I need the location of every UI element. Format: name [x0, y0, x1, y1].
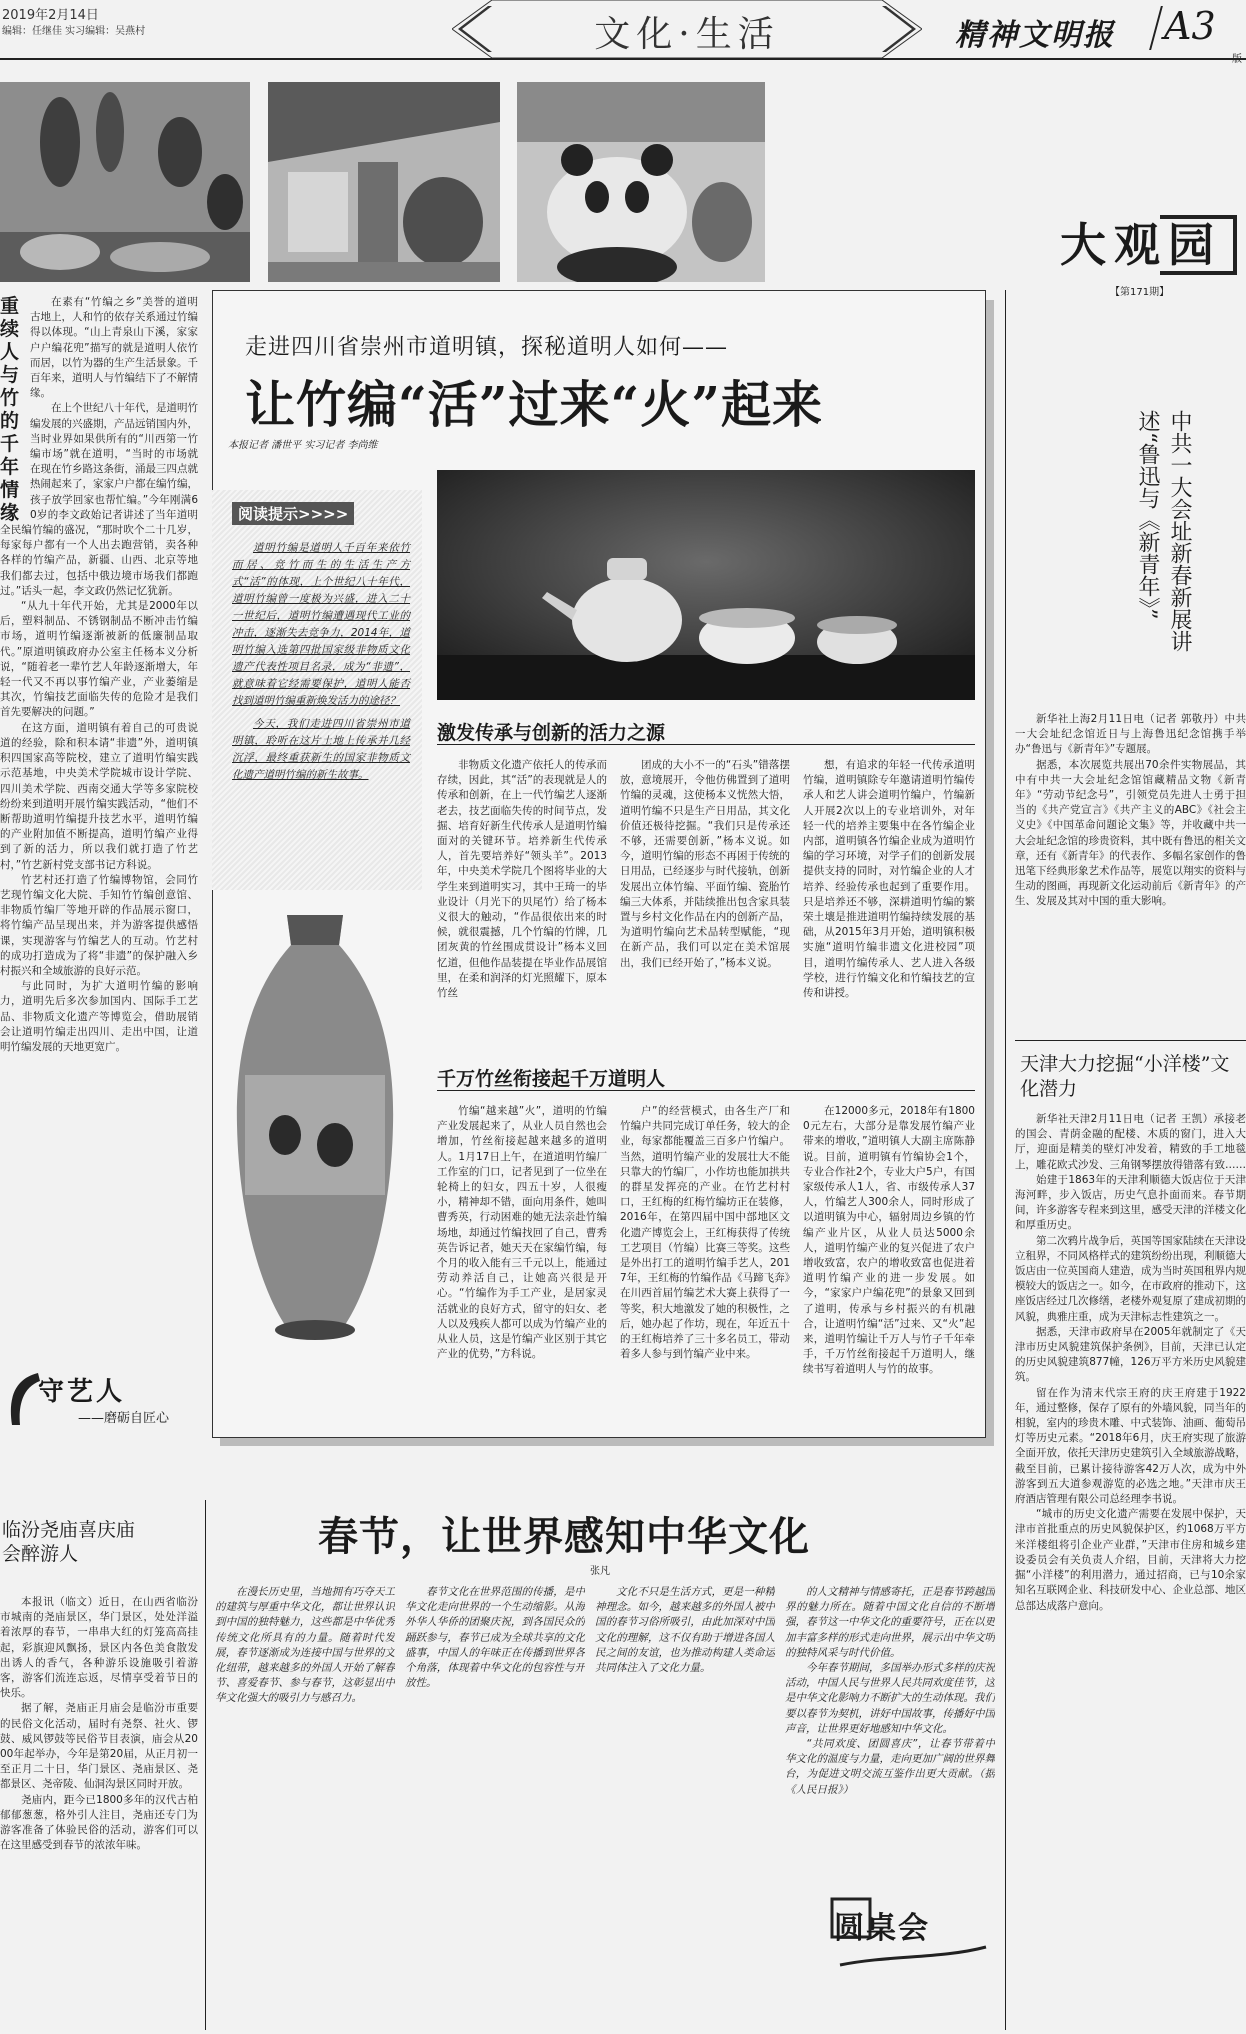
left-paragraph: 竹艺村还打造了竹编博物馆，会同竹艺现竹编文化大院、手知竹竹编创意馆、非物质竹编厂等地开辟的作品展示窗口，将竹编产品呈现出来，并为游客提供感悟课，实现游客与竹编艺人的互动。竹艺村的成功打造成为了将“非遗”的保护融入乡村振兴和全域旅游的良好示范。	[0, 873, 198, 977]
stamp-big-text: 守艺人	[38, 1377, 126, 1407]
yuanzhuohui-text: 圆桌会	[834, 1911, 930, 1946]
left-article-body	[0, 295, 198, 1340]
section-title: 文化·生活	[594, 14, 780, 55]
right-article-2-body	[1015, 1112, 1246, 2022]
sub1-col-1: 非物质文化遗产依托人的传承而存续，因此，其“活”的表现就是人的传承和创新，在上一代竹编艺人逐渐老去，技艺面临失传的时间节点，发掘、培育好新生代传承人是道明竹编面对的关键环节。培养新生代传承人，首先要培养好“领头羊”。2013年，中央美术学院几个图将毕业的大学生来到道明实习，其中王琦一的毕业设计（月光下的贝尾竹）给了杨本义很大的触动，“作品很依出来的时候，就很震撼，几个竹编的竹牌，几团灰黄的竹丝围成贯设计”杨本义回忆道，但他作品装提在毕业作品展馆里，在柔和润泽的灯光照耀下，原本竹丝	[437, 759, 607, 1000]
bottom-left-paragraph: 尧庙内，距今已1800多年的汉代古柏郁郁葱葱，格外引人注目，尧庙还专门为游客准备了体验民俗的活动，游客们可以在这里感受到春节的浓浓年味。	[0, 1793, 198, 1852]
right-a2-paragraph: 始建于1863年的天津利顺德大饭店位于天津海河畔，步入饭店，历史气息扑面而来。春节期间，许多游客专程来到这里，感受天津的洋楼文化和厚重历史。	[1015, 1173, 1246, 1232]
bottom-left-body	[0, 1595, 198, 2030]
left-paragraph: 在上个世纪八十年代，是道明竹编发展的兴盛期，产品远销国内外，当时业界如果供所有的“川西第一竹编市场”就在道明，“当时的市场就在现在竹乡路这条街，涌最三四点就热闹起来了，家家户户都在编竹编，孩子放学回家也帮忙编。”今年刚满60岁的李文政始记者讲述了当年道明全民编竹编的盛况，“那时吹个二十几岁，每家每户都有一个人出去跑营销，卖各种各样的竹编产品，新疆、山西、北京等地我们都去过，包括中俄边境市场我们都跑过。”话头一起，李文政仍然记忆犹新。	[0, 402, 198, 597]
bottom-main-col-2: 春节文化在世界范围的传播，是中华文化走向世界的一个生动缩影。从海外华人华侨的团聚庆祝，到各国民众的踊跃参与，春节已成为全球共享的文化盛事，中国人的年味正在传播到世界各个角落，体现着中华文化的包容性与开放性。	[405, 1586, 585, 1690]
bottom-left-paragraph: 据了解，尧庙正月庙会是临汾市重要的民俗文化活动，届时有尧祭、社火、锣鼓、威风锣鼓等民俗节目表演，庙会从2000年起举办，今年是第20届，从正月初一至正月二十日，华门景区、尧庙景区、尧都景区、尧帝陵、仙洞沟景区同时开放。	[0, 1702, 198, 1791]
sub2-col-1: 竹编“越来越”火”，道明的竹编产业发展起来了，从业人员自然也会增加，竹丝衔接起越来越多的道明人。1月17日上午，在道道明竹编厂工作室的门口，记者见到了一位坐在轮椅上的妇女，四五十岁，人很瘦小，精神却不错，面向用条件，她叫曹秀英，行动困难的她无法亲赴竹编场地，却通过竹编找回了自己，曹秀英告诉记者，她天天在家编竹编，每个月的收入能有三千元以上，能通过劳动养活自己，让她高兴很是开心。“竹编作为手工产业，是居家灵活就业的良好方式，留守的妇女、老人以及残疾人都可以成为竹编产业的从业人员，这是竹编产业区别于其它产业的优势，”方科说。	[437, 1105, 607, 1361]
left-paragraph: 在这方面，道明镇有着自己的可贵说道的经验，除和积本请“非遗”外，道明镇积四国家高等院校，建立了道明竹编实践示范基地，中央美术学院城市设计学院、四川美术学院、西南交通大学等多家院校纷纷来到道明开展竹编实践活动，“他们不断帮助道明竹编提升技艺水平，道明竹编的产业附加值不断提高，道明竹编产业得到了新的活力，所以我们就打造了竹艺村，”竹艺新村党支部书记方科说。	[0, 721, 198, 871]
photo-bamboo-hall	[268, 82, 500, 282]
sub2-col-2: 户”的经营模式，由各生产厂和竹编户共同完成订单任务，较大的企业，每家都能覆盖三百多户竹编户。当然，道明竹编产业的发展壮大不能只靠大的竹编厂，小作坊也能加拱共的群星发挥亮的产业。在竹艺村村口，王红梅的红梅竹编坊正在装修，2016年，在第四届中国中部地区文化遗产博览会上，王红梅获得了传统工艺项目（竹编）比赛三等奖。这些是外出打工的道明竹编手艺人，2017年，王红梅的竹编作品《马蹄飞奔》在川西首届竹编艺术大赛上获得了一等奖，积大地激发了她的积极性，之后，她办起了作坊，现在，年近五十的王红梅培养了三十多名员工，带动着多人参与到竹编产业中来。	[620, 1105, 790, 1361]
stamp-small-text: ——磨砺自匠心	[78, 1411, 170, 1426]
reading-tip-paragraph: 今天，我们走进四川省崇州市道明镇，聆听在这片土地上传承并几经沉浮，最终重获新生的国家非物质文化遗产道明竹编的新生故事。	[232, 718, 410, 781]
reading-tip-title: 阅读提示>>>>	[232, 502, 354, 525]
left-paragraph: “从九十年代开始，尤其是2000年以后，塑料制品、不锈钢制品不断冲击竹编市场，道明竹编逐渐被新的低廉制品取代。”原道明镇政府办公室主任杨本义分析说，“随着老一辈竹艺人年龄逐渐增大，年轻一代又不再以事竹编产业，产业萎缩是其次，竹编技艺面临失传的危险才是我们首先要解决的问题。”	[0, 600, 198, 719]
bottom-main-headline: 春节，让世界感知中华文化	[318, 1513, 810, 1560]
header-date: 2019年2月14日	[2, 8, 99, 23]
bottom-main-col-1: 在漫长历史里，当地拥有巧夺天工的建筑与厚重中华文化，都让世界认识到中国的独特魅力，这些都是中华优秀传统文化所具有的力量。随着时代发展，春节逐渐成为连接中国与世界的文化纽带，越来越多的外国人开始了解春节、喜爱春节、参与春节，这彰显出中华文化强大的吸引力与感召力。	[215, 1586, 395, 1705]
bottom-main-paragraph: 的人文精神与情感寄托，正是春节跨越国界的魅力所在。随着中国文化自信的不断增强，春节这一中华文化的重要符号，正在以更加丰富多样的形式走向世界，展示出中华文明的独特风采与时代价值。	[785, 1586, 995, 1659]
bottom-main-paragraph: “共同欢度、团圆喜庆”，让春节带着中华文化的温度与力量，走向更加广阔的世界舞台，为促进文明交流互鉴作出更大贡献。（据《人民日报》）	[785, 1738, 995, 1796]
subheading-connection-rule	[437, 1090, 975, 1091]
main-article-box-shadow-bottom	[220, 1438, 994, 1446]
right-a2-paragraph: 第二次鸦片战争后，英国等国家陆续在天津设立租界，不同风格样式的建筑纷纷出现，利顺德大饭店由一位英国商人建造，成为当时英国租界内规模较大的饭店之一。如今，在市政府的推动下，这座饭店经过几次修缮，老楼外观复原了建成初期的风貌，典雅庄重，成为天津标志性建筑之一。	[1015, 1234, 1246, 1323]
subheading-innovation-rule	[437, 744, 975, 745]
bottom-left-rule	[205, 1500, 206, 2030]
page-number-divider	[1149, 6, 1163, 50]
daguanyuan-issue: 【第171期】	[1110, 287, 1170, 298]
right-a2-paragraph: 留在作为清末代宗王府的庆王府建于1922年，通过整修，保存了原有的外墙风貌，同当年的相貌，室内的珍贵木雕、中式装饰、油画、葡萄吊灯等历史元素。“2018年6月，庆王府实现了旅游全面开放，依托天津历史建筑引入全域旅游战略，截至目前，已累计接待游客42万人次，成为中外游客到五大道参观游览的必选之地。”天津市庆王府酒店管理有限公司总经理李书说。	[1015, 1386, 1246, 1506]
main-article-box-shadow	[986, 300, 994, 1446]
right-a2-paragraph: “城市的历史文化遗产需要在发展中保护，天津市首批重点的历史风貌保护区，约1068万平方米洋楼组将引企业产业群，”天津市住房和城乡建设委员会有关负责人介绍，目前，天津将大力挖掘“小洋楼”的利用潜力，通过招商，已与10余家知名互联网企业、科技研发中心、企业总部、地区总部达成落户意向。	[1015, 1508, 1246, 1612]
bottom-main-col-3: 文化不只是生活方式，更是一种精神理念。如今，越来越多的外国人被中国的春节习俗所吸引，由此加深对中国文化的理解，这不仅有助于增进各国人民之间的友谊，也为推动构建人类命运共同体注入了文化力量。	[595, 1586, 775, 1675]
bottom-left-paragraph: 本报讯（临文）近日，在山西省临汾市城南的尧庙景区，华门景区，处处洋溢着浓厚的春节，一串串大红的灯笼高高挂起，彩旗迎风飘扬，景区内各色美食散发出诱人的香气，各种游乐设施吸引着游客，游客们流连忘返，尽情享受着节日的快乐。	[0, 1596, 198, 1700]
photo-bamboo-vase	[225, 905, 405, 1355]
subheading-connection: 千万竹丝衔接起千万道明人	[437, 1068, 666, 1090]
bottom-main-author: 张凡	[590, 1566, 610, 1577]
right-a2-paragraph: 据悉，天津市政府早在2005年就制定了《天津市历史风貌建筑保护条例》，目前，天津已认定的历史风貌建筑877幢，126万平方米历史风貌建筑。	[1015, 1325, 1246, 1384]
right-divider	[1015, 1040, 1246, 1041]
main-headline: 让竹编“活”过来“火”起来	[245, 375, 824, 434]
header-section-banner	[452, 0, 922, 58]
right-column-rule	[1005, 290, 1006, 2030]
sub1-col-3: 想，有追求的年轻一代传承道明竹编，道明镇除专年邀请道明竹编传承人和艺人讲会道明竹编户，竹编新人开展2次以上的专业培训外，对年轻一代的培养主要集中在各竹编企业内部，道明镇各竹编企业成为道明竹编的学习环境，对学子们的创新发展提供支持的同时，对竹编企业的人才培养、经验传承也起到了重要作用。只是培养还不够，深耕道明竹编的繁荣土壤是推进道明竹编持续发展的基础，从2015年3月开始，道明镇积极实施“道明竹编非遗文化进校园”项目，道明竹编传承人、艺人进入各级学校，进行竹编文化和竹编技艺的宣传和讲授。	[803, 759, 975, 1000]
main-byline: 本报记者 潘世平 实习记者 李尚维	[228, 440, 378, 451]
right-a2-paragraph: 新华社天津2月11日电（记者 王凯）承接老的国会、青荫金融的配楼、木质的窗门，进入大厅，迎面是精美的壁灯冲发着，精致的手工地毯上，雕花欧式沙发、三角钢琴摆放得错落有致……	[1015, 1113, 1246, 1171]
right-a1-paragraph: 新华社上海2月11日电（记者 郭敬丹）中共一大会址纪念馆近日与上海鲁迅纪念馆携手举办“鲁迅与《新青年》”专题展。	[1015, 713, 1246, 756]
sub1-col-2: 团成的大小不一的“石头”错落摆放，意境展开，令他仿佛置到了道明竹编的灵魂，这使杨本义恍然大悟，道明竹编不只是生产日用品，其文化价值还极待挖掘。“我们只是传承还不够，还需要创新，”杨本义说。如今，道明竹编的形态不再困于传统的日用品，已经逐步与时代接轨，创新发展出立体竹编、平面竹编、瓷胎竹编三大体系，并陆续推出包含家具装置与乡村文化作品在内的创新产品，为道明竹编向艺术品转型赋能，“现在新产品，我们可以定在美术馆展出，我们已经开始了，”杨本义说。	[620, 759, 790, 969]
bottom-main-col-4	[785, 1585, 995, 1855]
left-paragraph: 与此同时，为扩大道明竹编的影响力，道明先后多次参加国内、国际手工艺品、非物质文化遗产等博览会，借助展销会让道明竹编走出四川、走出中国，让道明竹编发展的天地更宽广。	[0, 980, 198, 1053]
main-kicker: 走进四川省崇州市道明镇，探秘道明人如何——	[245, 335, 729, 360]
photo-porcelain-tea-set	[437, 470, 975, 700]
bottom-main-paragraph: 今年春节期间，多国举办形式多样的庆祝活动，中国人民与世界人民共同欢度佳节，这是中华文化影响力不断扩大的生动体现。我们要以春节为契机，讲好中国故事，传播好中国声音，让世界更好地感知中华文化。	[785, 1662, 995, 1735]
sub2-col-3: 在12000多元，2018年有18000元左右，大部分是靠发展竹编产业带来的增收，”道明镇人大副主席陈静说。目前，道明镇有竹编协会1个，专业合作社2个，专业大户5户，有国家级传承人1人，省、市级传承人37人，竹编艺人300余人，同时形成了以道明镇为中心，辐射周边乡镇的竹编产业片区，从业人员达5000余人，道明竹编产业的复兴促进了农户增收致富，农户的增收致富也促进着道明竹编产业的进一步发展。如今，“家家户户编花兜”的景象又回到了道明，传承与乡村振兴的有机融合，让道明竹编“活”过来、又“火”起来，道明竹编让千万人与竹子千年牵手，千万竹丝衔接起千万道明人，继续书写着道明人与竹的故事。	[803, 1105, 975, 1376]
daguanyuan-title-text: 大观园	[1060, 218, 1222, 272]
photo-bamboo-baskets	[0, 82, 250, 282]
bottom-left-title: 临汾尧庙喜庆庙会醉游人	[2, 1519, 136, 1565]
shouyiren-stamp	[0, 1365, 215, 1435]
right-a1-paragraph: 据悉，本次展览共展出70余件实物展品，其中有中共一大会址纪念馆馆藏精品文物《新青年》“劳动节纪念号”，引领党员先进人士勇于担当的《共产党宣言》《共产主义的ABC》《社会主义史》《中国革命问题论文集》等，并收藏中共一大会址纪念馆的珍贵资料，其中既有鲁迅的相关文章，还有《新青年》的代表作、多幅名家创作的鲁迅笔下经典形象艺术作品等，展览以翔实的资料与生动的图画，再现新文化运动前后《新青年》的产生、发展及其对中国的重大影响。	[1015, 758, 1246, 908]
left-paragraph: 在素有“竹编之乡”美誉的道明古地上，人和竹的依存关系通过竹编得以体现。“山上青泉山下溪，家家户户编花兜”描写的就是道明人依竹而居，以竹为器的生产生活景象。千百年来，道明人与竹编结下了不解情缘。	[30, 296, 198, 400]
header-editors: 编辑：任继佳 实习编辑：吴燕村	[2, 26, 146, 37]
left-headline: 重续人与竹的千年情缘	[0, 295, 20, 524]
newspaper-name: 精神文明报	[955, 18, 1115, 53]
yuanzhuohui-stamp	[830, 1895, 990, 1970]
header-rule	[0, 58, 1246, 60]
subheading-innovation: 激发传承与创新的活力之源	[437, 722, 666, 744]
right-article-1-title: 中共一大会址新春新展讲述“鲁迅与《新青年》”	[1135, 410, 1192, 652]
right-article-1-body	[1015, 712, 1246, 1032]
page-number: A3	[1164, 4, 1216, 48]
reading-tip-body	[232, 540, 410, 784]
right-article-2-title: 天津大力挖掘“小洋楼”文化潜力	[1020, 1053, 1230, 1100]
reading-tip-paragraph: 道明竹编是道明人千百年来依竹而居、竞竹而生的生活生产方式“活”的体现，上个世纪八十年代，道明竹编曾一度极为兴盛，进入二十一世纪后，道明竹编遭遇现代工业的冲击，逐渐失去竞争力，2014年，道明竹编入选第四批国家级非物质文化遗产代表性项目名录，成为“非遗”，就意味着它经需要保护，道明人能否找到道明竹编重新焕发活力的途径？	[232, 542, 410, 707]
photo-bamboo-panda	[517, 82, 765, 282]
